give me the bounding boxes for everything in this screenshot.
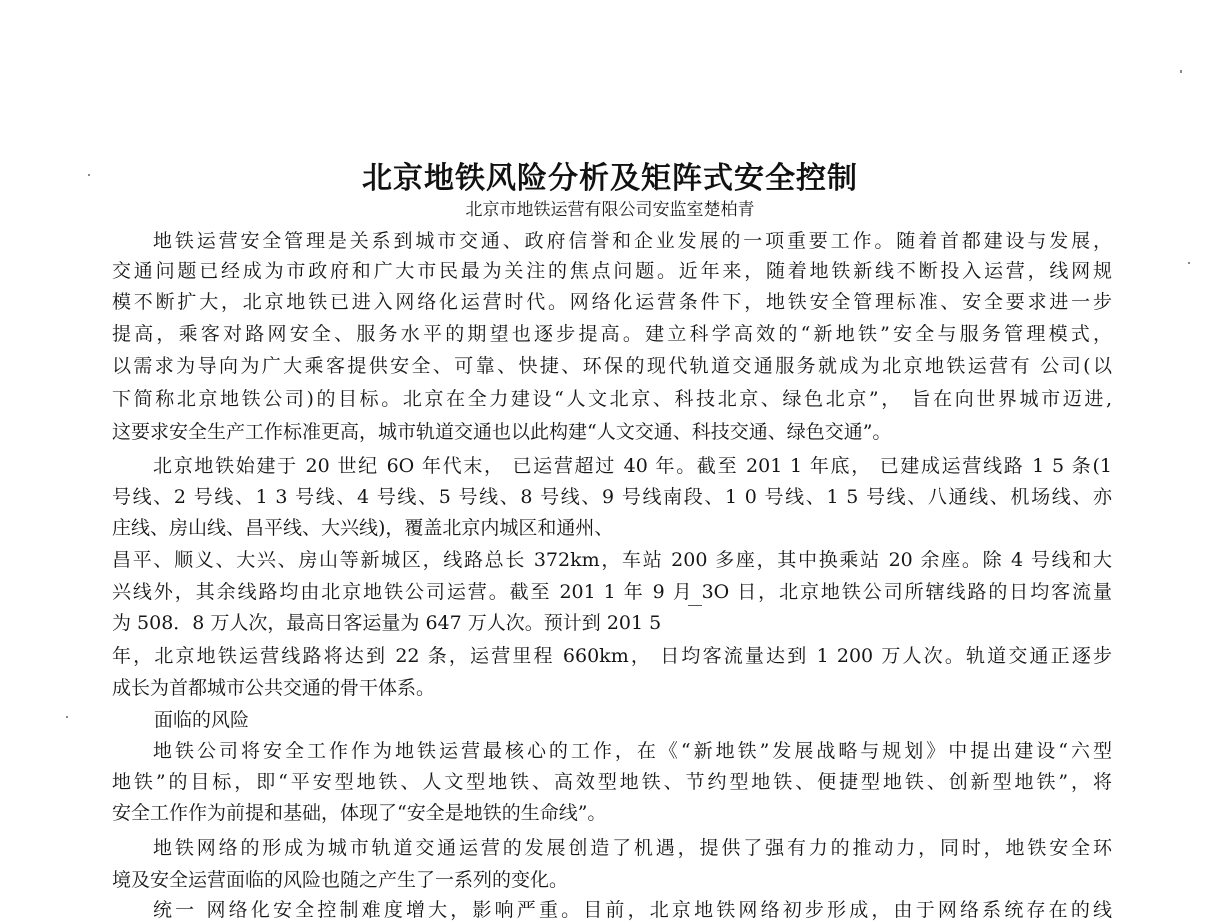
body-line: 地铁”的目标，即“平安型地铁、人文型地铁、高效型地铁、节约型地铁、便捷型地铁、创新型地铁”，将 — [112, 771, 1112, 793]
body-line: 地铁网络的形成为城市轨道交通运营的发展创造了机遇，提供了强有力的推动力，同时，地铁安全环 — [153, 837, 1112, 859]
body-line: 年，北京地铁运营线路将达到 22 条，运营里程 660km， 日均客流量达到 1 200 万人次。轨道交通正逐步 — [112, 645, 1112, 667]
body-line: 成长为首都城市公共交通的骨干体系。 — [112, 677, 436, 699]
scan-speck — [1188, 262, 1190, 264]
body-line: 交通问题已经成为市政府和广大市民最为关注的焦点问题。近年来，随着地铁新线不断投入运营，线网规 — [112, 260, 1112, 282]
body-line: 下简称北京地铁公司)的目标。北京在全力建设“人文北京、科技北京、绿色北京”， 旨在向世界城市迈进, — [112, 388, 1112, 410]
body-line: 境及安全运营面临的风险也随之产生了一系列的变化。 — [112, 869, 569, 891]
scan-speck — [88, 174, 90, 176]
document-title: 北京地铁风险分析及矩阵式安全控制 — [362, 161, 858, 197]
body-line: 北京地铁始建于 20 世纪 6O 年代末， 已运营超过 40 年。截至 201 1 年底， 已建成运营线路 1 5 条(1 — [153, 455, 1112, 477]
body-line: 以需求为导向为广大乘客提供安全、可靠、快捷、环保的现代轨道交通服务就成为北京地铁运营有 公司(以 — [112, 355, 1112, 377]
body-line: 这要求安全生产工作标准更高，城市轨道交通也以此构建“人文交通、科技交通、绿色交通”。 — [112, 421, 892, 443]
scan-speck — [688, 605, 702, 606]
body-line: 地铁运营安全管理是关系到城市交通、政府信誉和企业发展的一项重要工作。随着首都建设与发展， — [153, 230, 1112, 252]
author-affiliation: 北京市地铁运营有限公司安监室楚柏青 — [465, 200, 755, 220]
section-heading: 面临的风险 — [154, 709, 250, 731]
body-line: 昌平、顺义、大兴、房山等新城区，线路总长 372km，车站 200 多座，其中换乘站 20 余座。除 4 号线和大 — [112, 549, 1112, 571]
scan-speck — [66, 716, 68, 718]
body-line: 兴线外，其余线路均由北京地铁公司运营。截至 201 1 年 9 月 3O 日，北京地铁公司所辖线路的日均客流量 — [112, 581, 1112, 603]
body-line: 安全工作作为前提和基础，体现了“安全是地铁的生命线”。 — [112, 802, 607, 824]
body-line: 提高，乘客对路网安全、服务水平的期望也逐步提高。建立科学高效的“新地铁”安全与服务管理模式， — [112, 323, 1112, 345]
scan-speck — [1180, 70, 1182, 73]
body-line: 庄线、房山线、昌平线、大兴线)，覆盖北京内城区和通州、 — [112, 517, 614, 539]
body-line: 地铁公司将安全工作作为地铁运营最核心的工作，在《“新地铁”发展战略与规划》中提出建设“六型 — [153, 740, 1112, 762]
body-line: 统一 网络化安全控制难度增大，影响严重。目前，北京地铁网络初步形成，由于网络系统存在的线 — [153, 899, 1112, 921]
body-line: 号线、2 号线、1 3 号线、4 号线、5 号线、8 号线、9 号线南段、1 0 号线、1 5 号线、八通线、机场线、亦 — [112, 486, 1112, 508]
body-line: 为 508．8 万人次，最高日客运量为 647 万人次。预计到 201 5 — [112, 612, 662, 634]
body-line: 模不断扩大，北京地铁已进入网络化运营时代。网络化运营条件下，地铁安全管理标准、安全要求进一步 — [112, 291, 1112, 313]
